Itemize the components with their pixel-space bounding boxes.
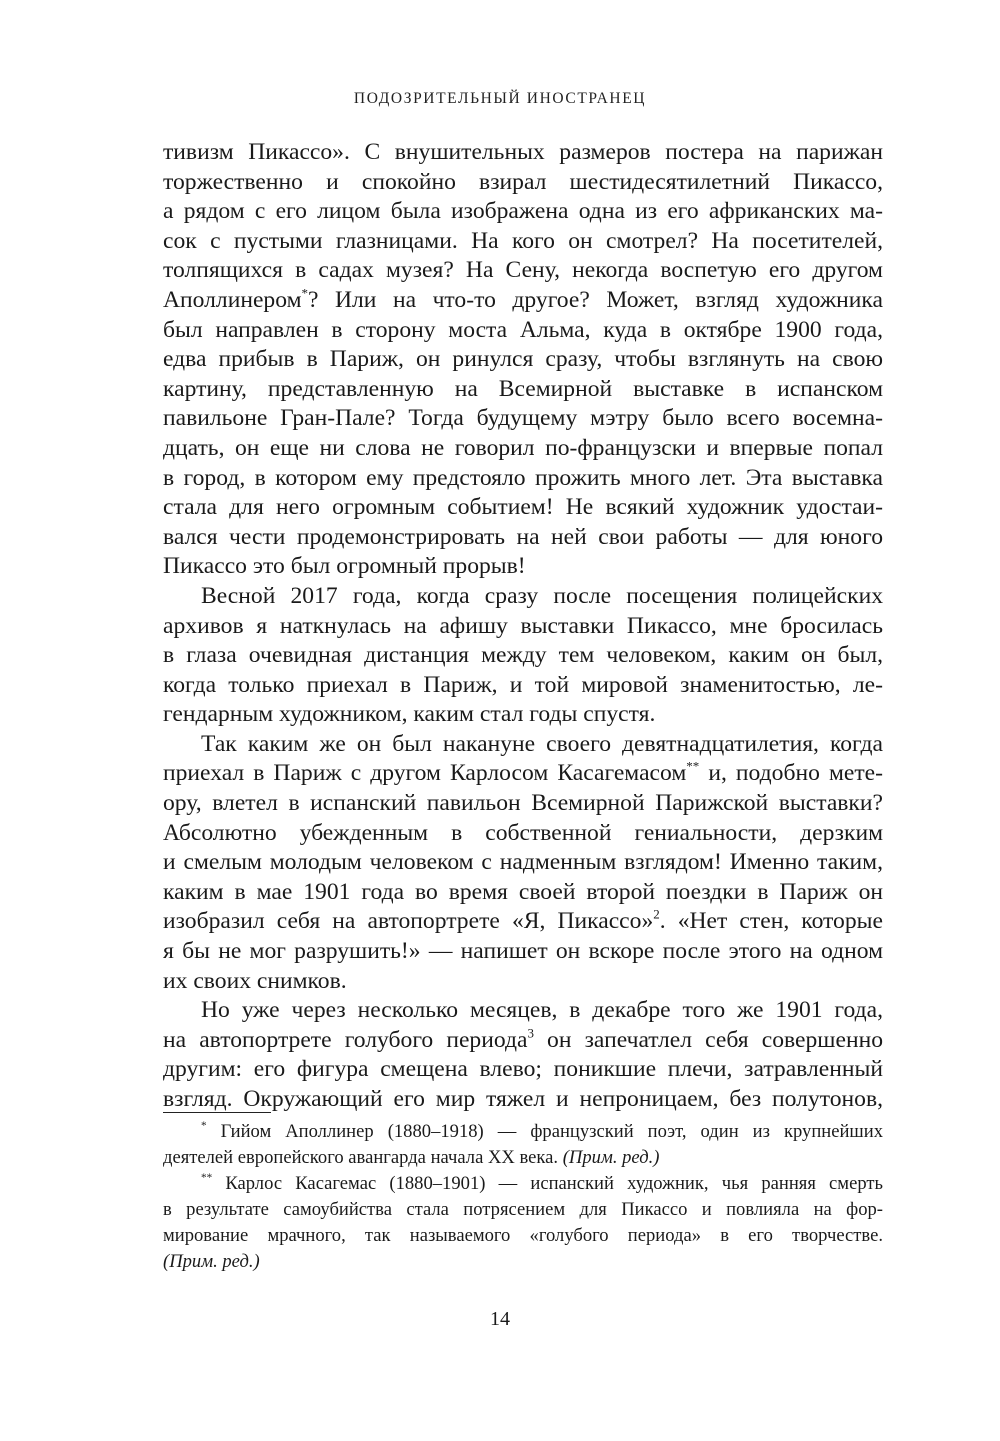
text-line: Весной 2017 года, когда сразу после посещения полицейских (201, 582, 883, 609)
text-line: гендарным художником, каким стал годы спустя. (163, 701, 656, 728)
paragraph (163, 138, 883, 582)
text-fragment: приехал в Париж с другом Карлосом Касагемасом (163, 760, 687, 787)
page-number: 14 (490, 1308, 510, 1330)
text-line (163, 759, 883, 789)
text-line: сок с пустыми глазницами. На кого он смотрел? На посетителей, (163, 227, 883, 254)
text-line: толпящихся в садах музея? На Сену, некогда воспетую его другом (163, 257, 883, 284)
editor-note: (Прим. ред.) (562, 1147, 660, 1168)
text-fragment: изобразил себя на автопортрете «Я, Пикассо» (163, 908, 654, 935)
footnote-line (163, 1145, 883, 1171)
running-head: ПОДОЗРИТЕЛЬНЫЙ ИНОСТРАНЕЦ (353, 90, 647, 107)
paragraph (163, 582, 883, 730)
paragraph (163, 996, 883, 1114)
text-line: Но уже через несколько месяцев, в декабре того же 1901 года, (201, 997, 883, 1024)
text-line: Абсолютно убежденным в собственной гениальности, дерзким (163, 819, 883, 846)
text-fragment: на автопортрете голубого периода (163, 1026, 528, 1053)
text-line: я бы не мог разрушить!» — напишет он вскоре после этого на одном (163, 938, 883, 965)
text-line: когда только приехал в Париж, и той мировой знаменитостью, ле- (163, 671, 883, 698)
text-fragment: и, подобно мете- (699, 760, 883, 787)
text-line: а рядом с его лицом была изображена одна из его африканских ма- (163, 198, 883, 225)
text-line: взгляд. Окружающий его мир тяжел и непроницаем, без полутонов, (163, 1086, 883, 1112)
text-line: был направлен в сторону моста Альма, куда в октябре 1900 года, (163, 316, 883, 343)
text-line: вался чести продемонстрировать на ней свои работы — для юного (163, 523, 883, 550)
text-fragment: Гийом Аполлинер (1880–1918) — французский поэт, один из крупнейших (220, 1121, 883, 1142)
text-line: павильоне Гран-Пале? Тогда будущему мэтру было всего восемна- (163, 405, 883, 432)
text-line: картину, представленную на Всемирной выставке в испанском (163, 375, 883, 402)
text-line: едва прибыв в Париж, он ринулся сразу, чтобы взглянуть на свою (163, 346, 883, 373)
footnote-line (163, 1171, 883, 1197)
endnote-ref-3[interactable]: 3 (527, 1025, 534, 1041)
text-line: каким в мае 1901 года во время своей второй поездки в Париж он (163, 878, 883, 905)
text-line: и смелым молодым человеком с надменным взглядом! Именно таким, (163, 849, 883, 876)
footnote-marker: * (201, 1120, 207, 1133)
footnote-1 (163, 1119, 883, 1171)
endnote-ref-2[interactable]: 2 (653, 906, 660, 922)
text-line (163, 1026, 883, 1056)
text-fragment: он запечатлел себя совершенно (533, 1026, 883, 1053)
footnote-divider (163, 1112, 271, 1113)
text-fragment: . «Нет стен, которые (659, 908, 883, 935)
text-line: в глаза очевидная дистанция между тем человеком, каким он был, (163, 642, 883, 669)
text-line (163, 286, 883, 316)
body-text (163, 138, 883, 1115)
text-fragment: деятелей европейского авангарда начала XX века. (163, 1147, 563, 1168)
text-line: ору, влетел в испанский павильон Всемирной Парижской выставки? (163, 790, 883, 817)
footnote-ref-2[interactable]: ** (686, 758, 700, 774)
text-fragment: Аполлинером (163, 286, 302, 313)
footnotes (163, 1119, 883, 1275)
footnote-line: мирование мрачного, так называемого «голубого периода» в его творчестве. (163, 1225, 883, 1246)
text-line: торжественно и спокойно взирал шестидесятилетний Пикассо, (163, 168, 883, 195)
paragraph (163, 730, 883, 996)
text-line: Так каким же он был накануне своего девятнадцатилетия, когда (201, 730, 883, 757)
text-line: дцать, он еще ни слова не говорил по-французски и впервые попал (163, 434, 883, 461)
text-line: тивизм Пикассо». С внушительных размеров постера на парижан (163, 139, 883, 165)
editor-note: (Прим. ред.) (163, 1251, 260, 1272)
text-fragment: ? Или на что-то другое? Может, взгляд художника (307, 286, 883, 313)
footnote-line: в результате самоубийства стала потрясением для Пикассо и повлияла на фор- (163, 1199, 883, 1220)
text-line: архивов я наткнулась на афишу выставки Пикассо, мне бросилась (163, 612, 883, 639)
text-line: стала для него огромным событием! Не всякий художник удостаи- (163, 494, 883, 521)
text-line: Пикассо это был огромный прорыв! (163, 553, 526, 580)
footnote-marker: ** (201, 1172, 213, 1185)
text-line: их своих снимков. (163, 967, 347, 994)
footnote-2 (163, 1171, 883, 1275)
text-line: другим: его фигура смещена влево; поникшие плечи, затравленный (163, 1056, 883, 1083)
text-fragment: Карлос Касагемас (1880–1901) — испанский художник, чья ранняя смерть (225, 1173, 883, 1194)
footnote-line (163, 1119, 883, 1145)
footnote-ref-1[interactable]: * (301, 285, 308, 301)
text-line: в город, в котором ему предстояло прожить много лет. Эта выставка (163, 464, 883, 491)
text-line (163, 907, 883, 937)
